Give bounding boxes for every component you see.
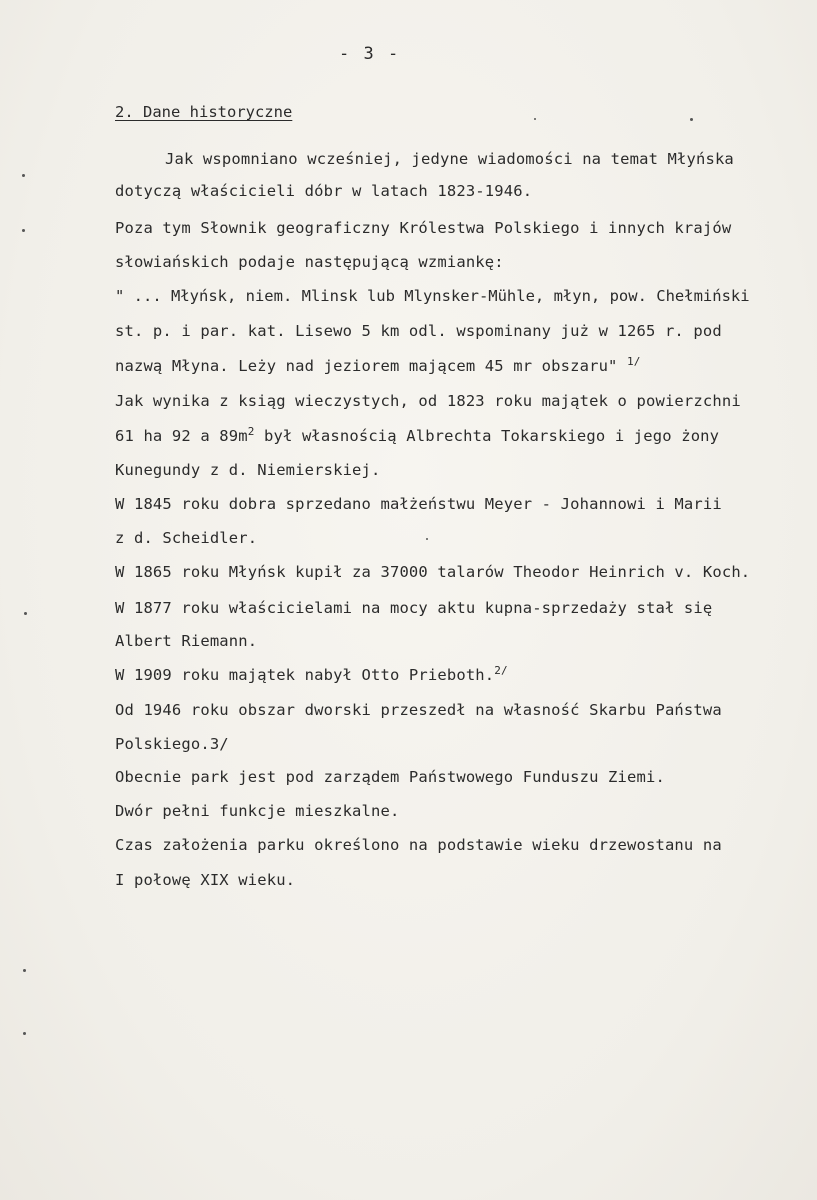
text-line-7 (115, 354, 641, 375)
text-line-7-text: nazwą Młyna. Leży nad jeziorem mającem 45 mr obszaru" (115, 357, 618, 375)
text-line-11: W 1845 roku dobra sprzedano małżeństwu Meyer - Johannowi i Marii (115, 495, 722, 513)
text-line-9 (115, 424, 720, 445)
text-line-5: " ... Młyńsk, niem. Mlinsk lub Mlynsker-Mühle, młyn, pow. Chełmiński (115, 287, 750, 305)
paper-speck (24, 612, 27, 615)
text-line-12: z d. Scheidler. (115, 529, 258, 547)
footnote-marker-2: 2/ (494, 663, 508, 677)
paper-speck (534, 118, 536, 120)
paper-speck (426, 538, 428, 540)
text-line-3: Poza tym Słownik geograficzny Królestwa Polskiego i innych krajów (115, 219, 732, 237)
text-line-17: Od 1946 roku obszar dworski przeszedł na własność Skarbu Państwa (115, 701, 722, 719)
text-line-16 (115, 663, 508, 684)
text-line-21: Czas założenia parku określono na podstawie wieku drzewostanu na (115, 836, 722, 854)
paper-speck (22, 174, 25, 177)
text-line-15: Albert Riemann. (115, 632, 258, 650)
text-line-4: słowiańskich podaje następującą wzmiankę: (115, 253, 504, 271)
text-line-19: Obecnie park jest pod zarządem Państwowego Funduszu Ziemi. (115, 768, 665, 786)
text-line-2: dotyczą właścicieli dóbr w latach 1823-1946. (115, 182, 533, 200)
footnote-marker-1: 1/ (627, 354, 641, 368)
paper-speck (23, 1032, 26, 1035)
text-line-9-start: 61 ha 92 a 89m (115, 427, 248, 445)
text-line-6: st. p. i par. kat. Lisewo 5 km odl. wspominany już w 1265 r. pod (115, 322, 722, 340)
text-line-8: Jak wynika z ksiąg wieczystych, od 1823 roku majątek o powierzchni (115, 392, 741, 410)
text-line-22: I połowę XIX wieku. (115, 871, 296, 889)
text-line-13: W 1865 roku Młyńsk kupił za 37000 talarów Theodor Heinrich v. Koch. (115, 563, 751, 581)
text-line-18: Polskiego.3/ (115, 735, 229, 753)
text-line-20: Dwór pełni funkcje mieszkalne. (115, 802, 400, 820)
page-number: - 3 - (339, 44, 401, 64)
text-line-10: Kunegundy z d. Niemierskiej. (115, 461, 381, 479)
paper-speck (23, 969, 26, 972)
text-line-16-text: W 1909 roku majątek nabył Otto Prieboth. (115, 666, 495, 684)
text-line-14: W 1877 roku właścicielami na mocy aktu kupna-sprzedaży stał się (115, 599, 713, 617)
paper-speck (22, 229, 25, 232)
paper-speck (690, 118, 693, 121)
section-heading: 2. Dane historyczne (115, 103, 293, 121)
squared-marker: 2 (247, 424, 255, 438)
text-line-1: Jak wspomniano wcześniej, jedyne wiadomości na temat Młyńska (165, 150, 734, 168)
text-line-9-end: był własnością Albrechta Tokarskiego i jego żony (254, 427, 720, 445)
